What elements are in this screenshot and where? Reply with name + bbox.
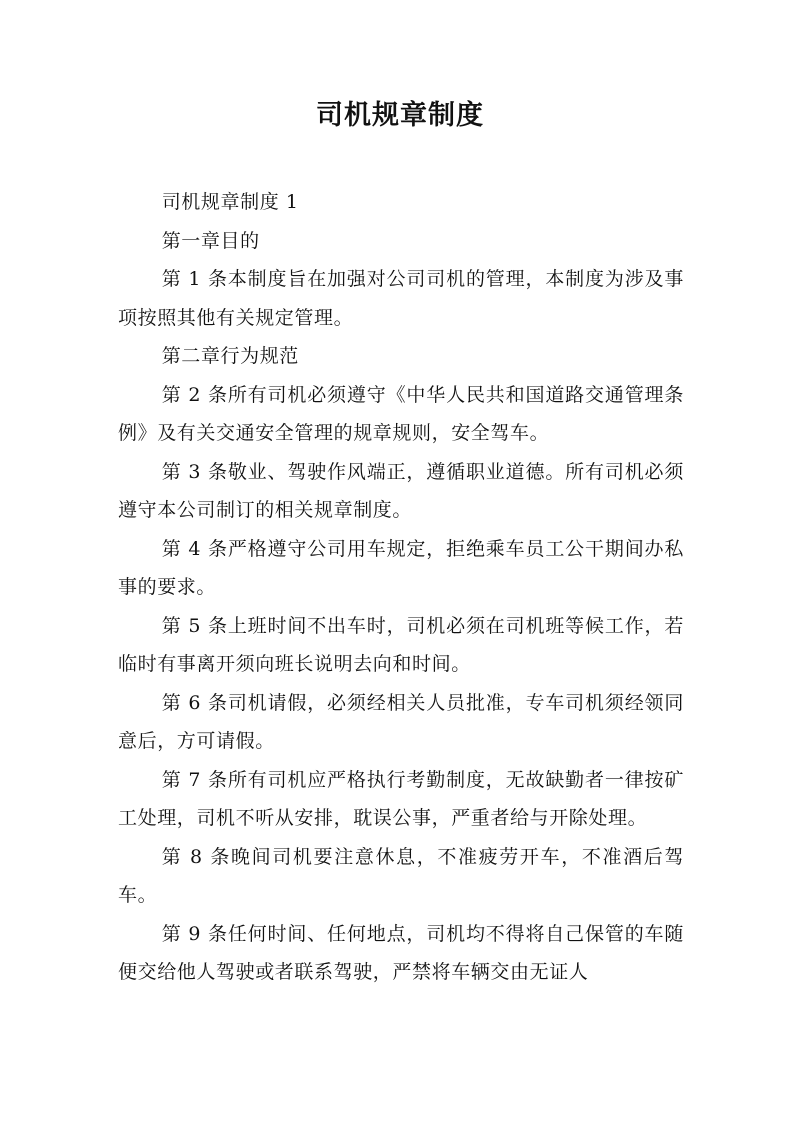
- document-body: [118, 183, 684, 992]
- paragraph: 第 4 条严格遵守公司用车规定，拒绝乘车员工公干期间办私事的要求。: [118, 537, 684, 598]
- paragraph: 第 3 条敬业、驾驶作风端正，遵循职业道德。所有司机必须遵守本公司制订的相关规章制度。: [118, 460, 684, 521]
- paragraph: 第 8 条晚间司机要注意休息，不准疲劳开车，不准酒后驾车。: [118, 845, 684, 906]
- document-title: 司机规章制度: [316, 100, 484, 131]
- paragraph: 第 6 条司机请假，必须经相关人员批准，专车司机须经领同意后，方可请假。: [118, 691, 684, 752]
- paragraph: 第一章目的: [161, 229, 260, 252]
- paragraph: 第二章行为规范: [161, 345, 299, 367]
- paragraph: 第 7 条所有司机应严格执行考勤制度，无故缺勤者一律按矿工处理，司机不听从安排，耽误公事，严重者给与开除处理。: [118, 768, 684, 829]
- paragraph: 司机规章制度 1: [161, 191, 299, 213]
- paragraph: 第 9 条任何时间、任何地点，司机均不得将自己保管的车随便交给他人驾驶或者联系驾驶，严禁将车辆交由无证人: [118, 922, 684, 983]
- paragraph: 第 2 条所有司机必须遵守《中华人民共和国道路交通管理条例》及有关交通安全管理的规章规则，安全驾车。: [118, 383, 684, 444]
- paragraph: 第 1 条本制度旨在加强对公司司机的管理，本制度为涉及事项按照其他有关规定管理。: [118, 268, 684, 329]
- paragraph: 第 5 条上班时间不出车时，司机必须在司机班等候工作，若临时有事离开须向班长说明去向和时间。: [118, 614, 684, 675]
